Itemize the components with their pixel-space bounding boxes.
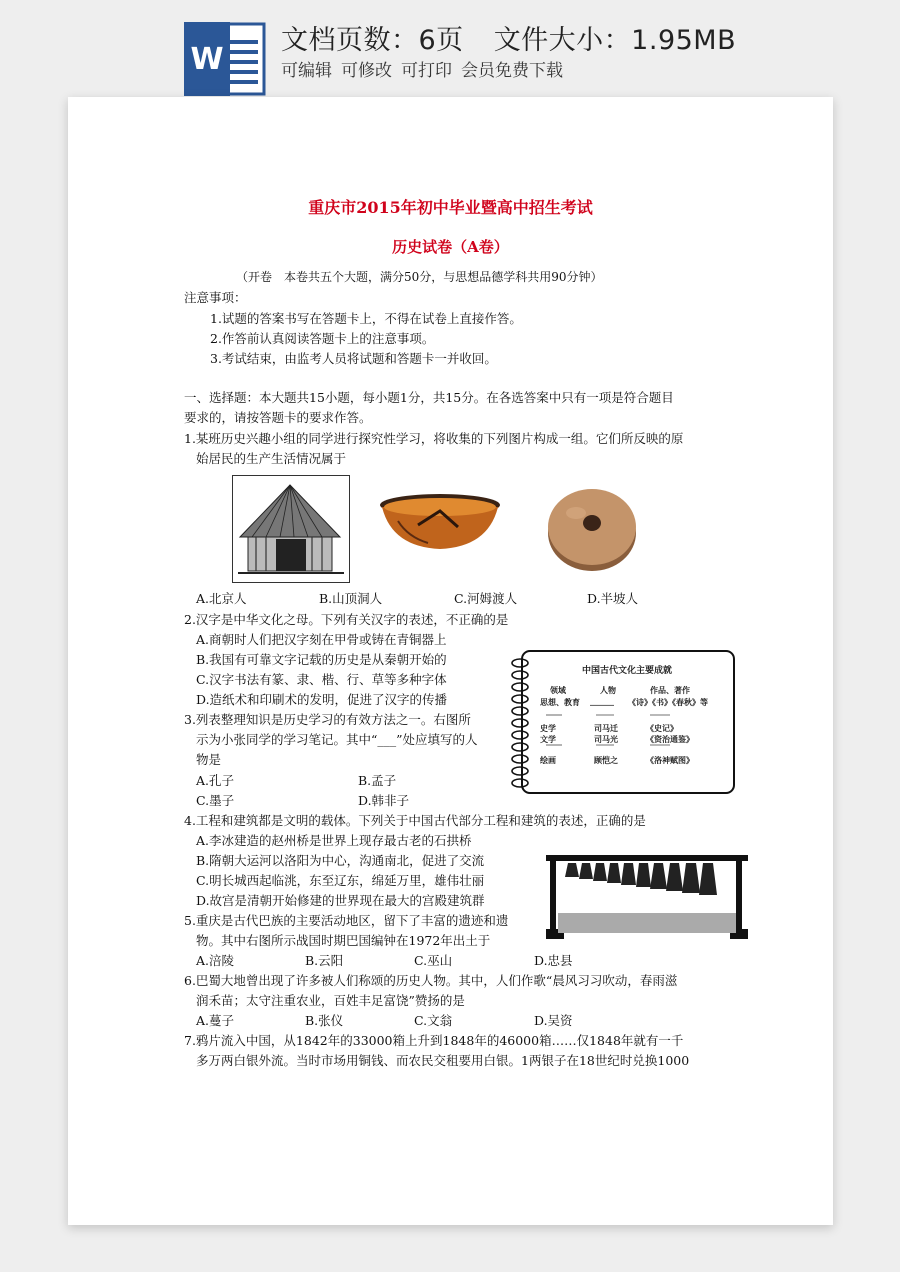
file-info bbox=[281, 18, 736, 57]
notebook-row-field: 绘画 bbox=[540, 756, 556, 765]
q3-option-b: B.孟子 bbox=[358, 773, 397, 788]
notebook-row-person: 顾恺之 bbox=[594, 756, 618, 765]
q5-option-b: B.云阳 bbox=[305, 953, 344, 968]
question-7: 7.鸦片流入中国，从1842年的33000箱上升到1848年的46000箱……仅1848年就有一千 bbox=[184, 1033, 684, 1048]
q3-option-d: D.韩非子 bbox=[358, 793, 410, 808]
question-3: 3.列表整理知识是历史学习的有效方法之一。右图所 bbox=[184, 712, 471, 727]
notice-item: 3.考试结束，由监考人员将试题和答题卡一并收回。 bbox=[210, 351, 497, 366]
question-5: 5.重庆是古代巴族的主要活动地区，留下了丰富的遗迹和遗 bbox=[184, 913, 509, 928]
feature-printable: 可打印 bbox=[401, 61, 452, 81]
question-4: 4.工程和建筑都是文明的载体。下列关于中国古代部分工程和建筑的表述，正确的是 bbox=[184, 813, 646, 828]
notebook-row-person: ______ bbox=[590, 697, 614, 706]
question-1-cont: 始居民的生产生活情况属于 bbox=[196, 451, 347, 466]
exam-title: 重庆市2015年初中毕业暨高中招生考试 bbox=[308, 198, 593, 217]
question-6-cont: 润禾苗；太守注重农业，百姓丰足富饶”赞扬的是 bbox=[196, 993, 465, 1008]
question-5-cont: 物。其中右图所示战国时期巴国编钟在1972年出土于 bbox=[196, 933, 491, 948]
q2-option-a: A.商朝时人们把汉字刻在甲骨或铸在青铜器上 bbox=[196, 632, 447, 647]
primitive-hut-image bbox=[232, 475, 350, 583]
notebook-col-field: 领域 bbox=[550, 686, 566, 695]
section-heading-cont: 要求的，请按答题卡的要求作答。 bbox=[184, 410, 372, 425]
q6-option-a: A.蔓子 bbox=[196, 1013, 235, 1028]
word-icon-letter: W bbox=[190, 42, 224, 77]
q2-option-d: D.造纸术和印刷术的发明，促进了汉字的传播 bbox=[196, 692, 448, 707]
q3-option-a: A.孔子 bbox=[196, 773, 235, 788]
q1-option-d: D.半坡人 bbox=[587, 591, 639, 606]
q1-option-b: B.山顶洞人 bbox=[319, 591, 383, 606]
notebook-row-field: 思想、教育 bbox=[540, 698, 580, 707]
q4-option-b: B.隋朝大运河以洛阳为中心，沟通南北，促进了交流 bbox=[196, 853, 485, 868]
q4-option-c: C.明长城西起临洮，东至辽东，绵延万里，雄伟壮丽 bbox=[196, 873, 485, 888]
section-heading: 一、选择题：本大题共15小题，每小题1分，共15分。在各选答案中只有一项是符合题目 bbox=[184, 390, 674, 405]
q6-option-b: B.张仪 bbox=[305, 1013, 344, 1028]
file-size: 文件大小：1.95MB bbox=[493, 25, 737, 56]
question-3-cont: 示为小张同学的学习笔记。其中“___”处应填写的人 bbox=[196, 732, 478, 747]
word-document-icon bbox=[184, 22, 266, 96]
notebook-row-work: 《资治通鉴》 bbox=[646, 735, 694, 744]
question-2: 2.汉字是中华文化之母。下列有关汉字的表述，不正确的是 bbox=[184, 612, 509, 627]
question-7-cont: 多万两白银外流。当时市场用铜钱、而农民交租要用白银。1两银子在18世纪时兑换1000 bbox=[196, 1053, 690, 1068]
q5-option-a: A.涪陵 bbox=[196, 953, 235, 968]
stone-spindle-whorl-image bbox=[546, 483, 638, 575]
feature-modifiable: 可修改 bbox=[341, 61, 392, 81]
q5-option-c: C.巫山 bbox=[414, 953, 453, 968]
notebook-row-work: 《洛神赋图》 bbox=[646, 756, 694, 765]
notebook-row-field: 文学 bbox=[540, 735, 556, 744]
page-count: 文档页数：6页 bbox=[281, 25, 464, 56]
feature-editable: 可编辑 bbox=[281, 61, 332, 81]
exam-note: （开卷 本卷共五个大题，满分50分，与思想品德学科共用90分钟） bbox=[236, 270, 603, 284]
q2-option-b: B.我国有可靠文字记载的历史是从秦朝开始的 bbox=[196, 652, 447, 667]
notebook-title: 中国古代文化主要成就 bbox=[582, 666, 673, 676]
feature-list bbox=[281, 56, 572, 81]
feature-free-download: 会员免费下载 bbox=[461, 61, 563, 81]
notebook-col-work: 作品、著作 bbox=[650, 686, 690, 695]
notebook-row-work: 《史记》 bbox=[646, 724, 678, 733]
q1-option-c: C.河姆渡人 bbox=[454, 591, 518, 606]
q1-option-a: A.北京人 bbox=[196, 591, 247, 606]
painted-pottery-bowl-image bbox=[378, 493, 503, 551]
q2-option-c: C.汉字书法有篆、隶、楷、行、草等多种字体 bbox=[196, 672, 447, 687]
notebook-row-person: 司马迁 bbox=[594, 724, 618, 733]
q5-option-d: D.忠县 bbox=[534, 953, 573, 968]
question-3-cont2: 物是 bbox=[196, 752, 222, 767]
q6-option-d: D.吴资 bbox=[534, 1013, 573, 1028]
notebook-row-work: 《诗》《书》《春秋》等 bbox=[628, 698, 708, 707]
download-banner bbox=[0, 0, 900, 95]
notice-label: 注意事项： bbox=[184, 290, 247, 305]
notice-item: 1.试题的答案书写在答题卡上，不得在试卷上直接作答。 bbox=[210, 311, 522, 326]
bronze-chime-bells-image bbox=[546, 853, 748, 941]
exam-subtitle: 历史试卷（A卷） bbox=[392, 238, 509, 256]
study-notebook-figure bbox=[510, 649, 736, 795]
notebook-row-field: 史学 bbox=[540, 724, 556, 733]
q4-option-a: A.李冰建造的赵州桥是世界上现存最古老的石拱桥 bbox=[196, 833, 472, 848]
notebook-row-person: 司马光 bbox=[594, 735, 618, 744]
q6-option-c: C.文翁 bbox=[414, 1013, 453, 1028]
question-1: 1.某班历史兴趣小组的同学进行探究性学习，将收集的下列图片构成一组。它们所反映的原 bbox=[184, 431, 684, 446]
question-6: 6.巴蜀大地曾出现了许多被人们称颂的历史人物。其中，人们作歌“晨风习习吹动，春雨滋 bbox=[184, 973, 678, 988]
notebook-col-person: 人物 bbox=[600, 686, 616, 695]
q3-option-c: C.墨子 bbox=[196, 793, 235, 808]
notice-item: 2.作答前认真阅读答题卡上的注意事项。 bbox=[210, 331, 435, 346]
document-page bbox=[68, 97, 833, 1225]
q4-option-d: D.故宫是清朝开始修建的世界现在最大的宫殿建筑群 bbox=[196, 893, 485, 908]
